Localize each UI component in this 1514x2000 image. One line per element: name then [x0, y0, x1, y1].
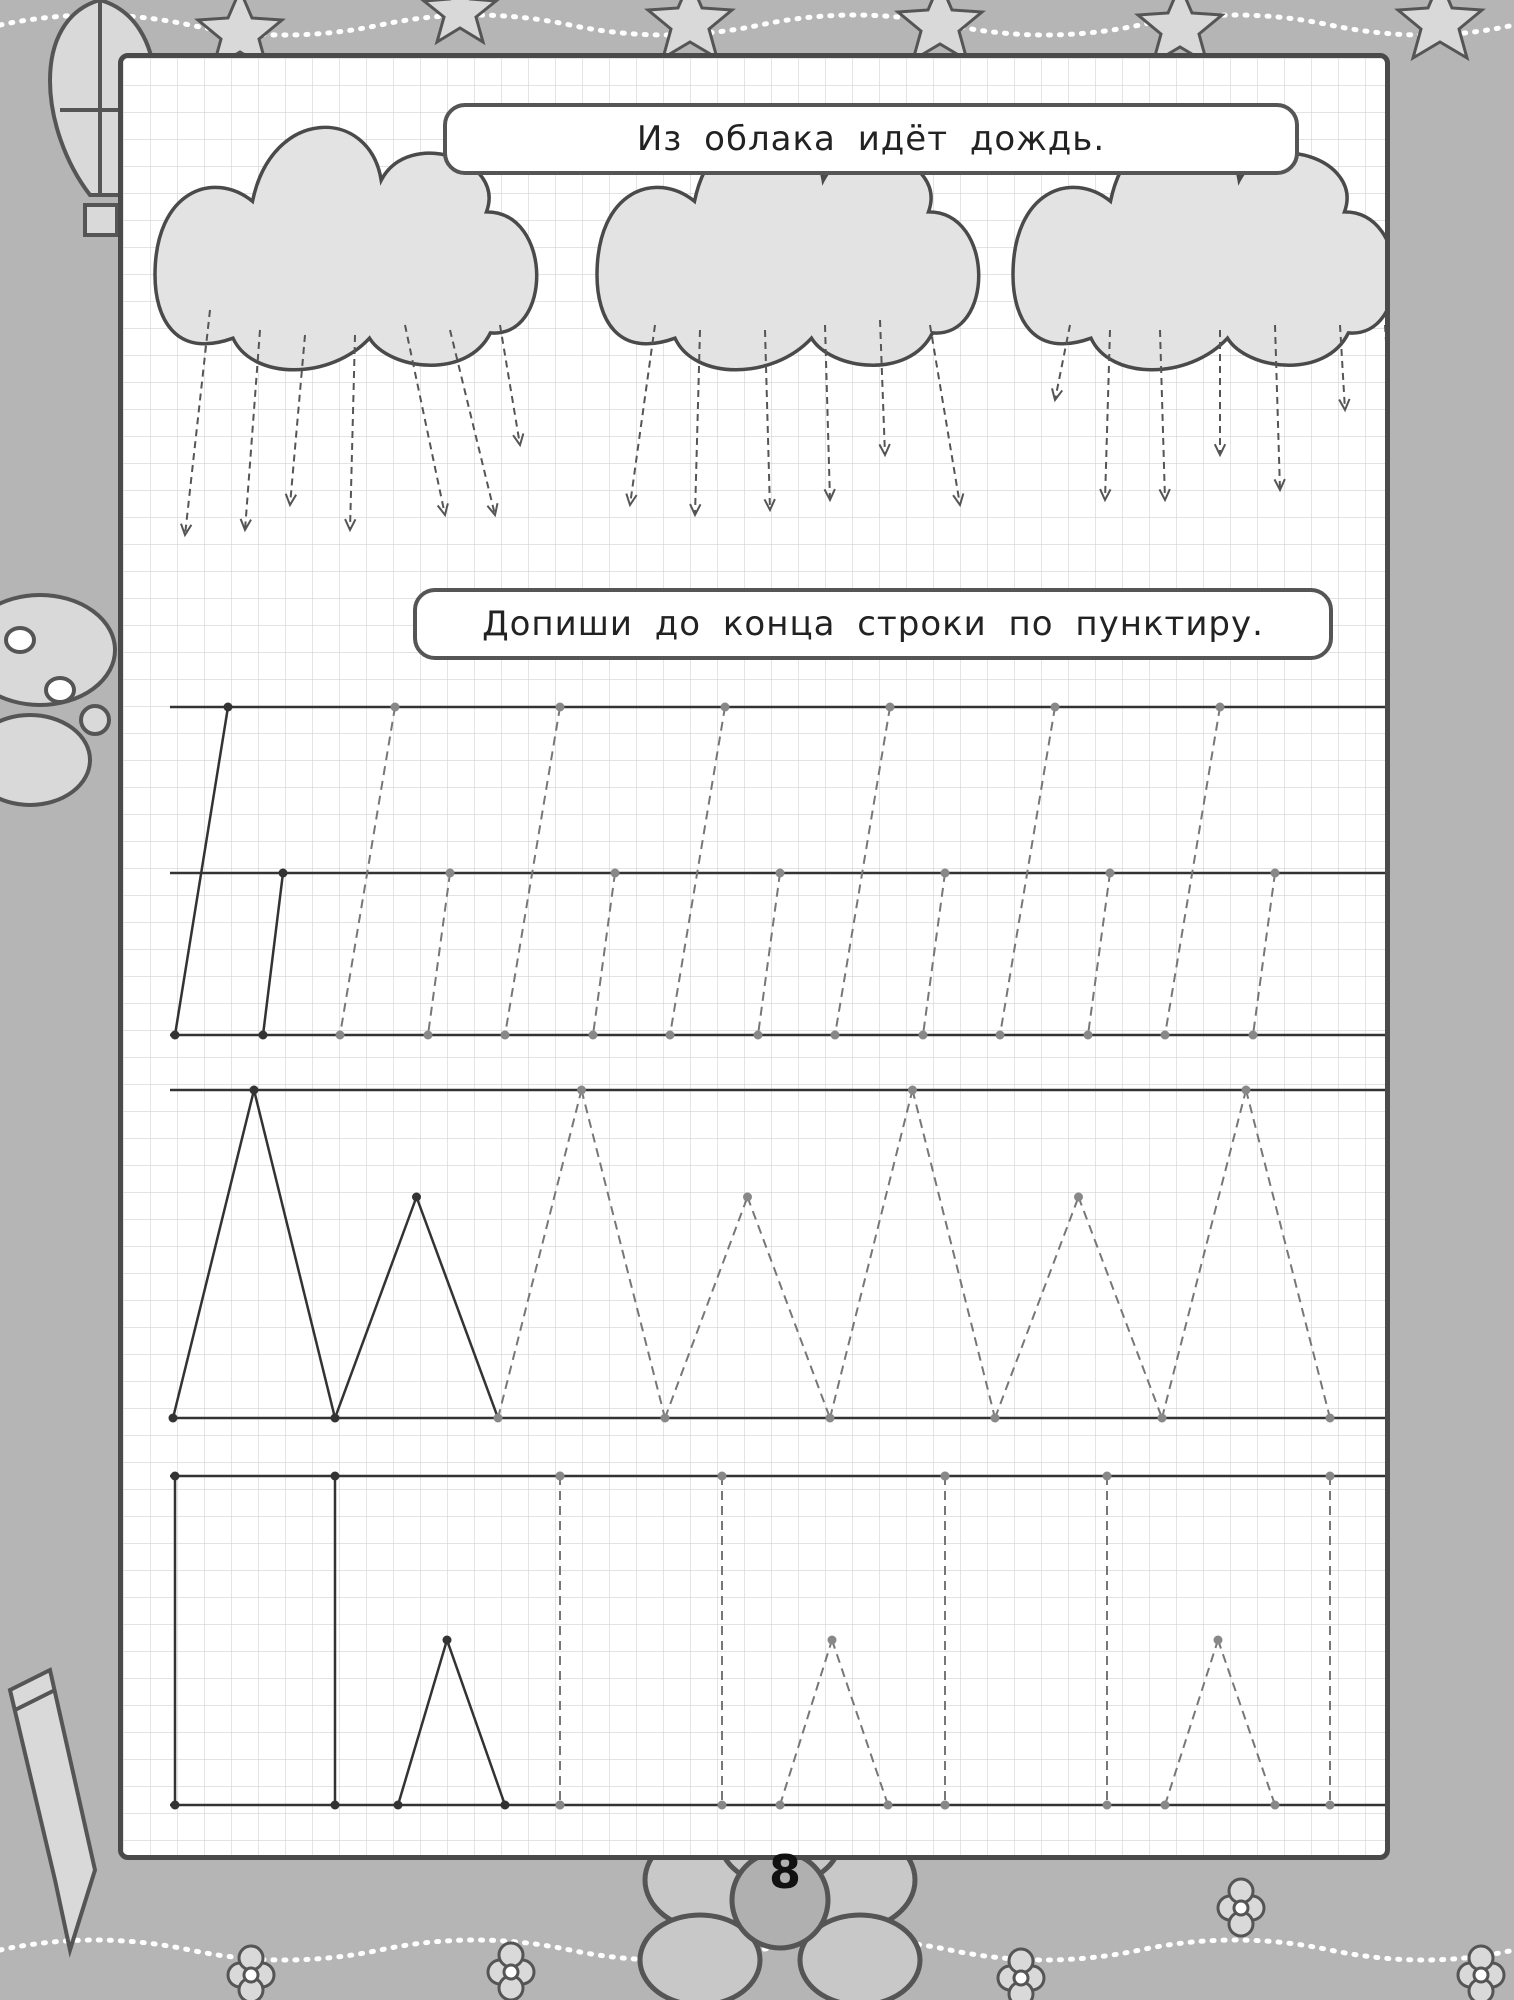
dot: [556, 1801, 565, 1810]
peak-stroke-up: [665, 1197, 748, 1418]
peak-stroke-down: [1079, 1197, 1163, 1418]
dot: [718, 1801, 727, 1810]
raindrop-arrow: [500, 325, 520, 445]
dot: [1161, 1031, 1170, 1040]
dot: [556, 703, 565, 712]
dot: [1326, 1472, 1335, 1481]
peak-stroke-down: [417, 1197, 499, 1418]
tracing-row-slanted-sticks: [171, 703, 1280, 1040]
dot: [718, 1472, 727, 1481]
slanted-stroke-long: [340, 707, 395, 1035]
dot: [169, 1414, 178, 1423]
dot: [446, 869, 455, 878]
dot: [941, 869, 950, 878]
dot: [394, 1801, 403, 1810]
dot: [611, 869, 620, 878]
butterfly-icon: [0, 595, 115, 805]
dot: [577, 1086, 586, 1095]
dot: [1249, 1031, 1258, 1040]
dot: [1271, 1801, 1280, 1810]
raindrop-arrow: [930, 325, 960, 505]
dot: [1103, 1472, 1112, 1481]
dot: [424, 1031, 433, 1040]
dot: [776, 869, 785, 878]
dot: [412, 1193, 421, 1202]
peak-stroke-down: [832, 1640, 888, 1805]
dot: [721, 703, 730, 712]
dot: [336, 1031, 345, 1040]
flower-icon: [1218, 1879, 1264, 1936]
peak-stroke-up: [1165, 1640, 1218, 1805]
dot: [589, 1031, 598, 1040]
arrow-head: [1215, 444, 1225, 455]
pencil-icon: [10, 1670, 95, 1950]
slanted-stroke-short: [1253, 873, 1275, 1035]
dot: [443, 1636, 452, 1645]
slanted-stroke-short: [758, 873, 780, 1035]
peak-stroke-down: [254, 1090, 335, 1418]
dot: [754, 1031, 763, 1040]
dot: [919, 1031, 928, 1040]
raindrop-arrow: [630, 325, 655, 505]
dot: [826, 1414, 835, 1423]
dot: [1051, 703, 1060, 712]
tracing-row-boxes-peaks: [171, 1472, 1335, 1810]
slanted-stroke-long: [1165, 707, 1220, 1035]
dot: [886, 703, 895, 712]
dot: [1271, 869, 1280, 878]
peak-stroke-down: [1218, 1640, 1275, 1805]
dot: [1326, 1414, 1335, 1423]
dot: [1106, 869, 1115, 878]
dot: [908, 1086, 917, 1095]
dot: [331, 1801, 340, 1810]
peak-stroke-down: [748, 1197, 831, 1418]
dot: [1216, 703, 1225, 712]
dot: [171, 1031, 180, 1040]
dot: [501, 1801, 510, 1810]
worksheet: [118, 53, 1390, 1860]
dot: [494, 1414, 503, 1423]
dot: [331, 1472, 340, 1481]
slanted-stroke-short: [593, 873, 615, 1035]
peak-stroke-up: [498, 1090, 582, 1418]
dot: [996, 1031, 1005, 1040]
slanted-stroke-short: [1088, 873, 1110, 1035]
arrow-head: [690, 504, 700, 515]
slanted-stroke-long: [505, 707, 560, 1035]
dot: [1161, 1801, 1170, 1810]
dot: [556, 1472, 565, 1481]
dot: [331, 1414, 340, 1423]
dot: [1326, 1801, 1335, 1810]
dot: [743, 1193, 752, 1202]
peak-stroke-up: [1162, 1090, 1246, 1418]
peak-stroke-down: [582, 1090, 666, 1418]
dot: [250, 1086, 259, 1095]
peak-stroke-up: [335, 1197, 417, 1418]
dot: [941, 1801, 950, 1810]
dot: [279, 869, 288, 878]
dot: [666, 1031, 675, 1040]
slanted-stroke-long: [835, 707, 890, 1035]
peak-stroke-up: [830, 1090, 913, 1418]
dot: [391, 703, 400, 712]
peak-stroke-down: [447, 1640, 505, 1805]
peak-stroke-down: [913, 1090, 996, 1418]
tracing-row-peaks: [169, 1086, 1335, 1423]
peak-stroke-up: [780, 1640, 832, 1805]
dot: [171, 1801, 180, 1810]
peak-stroke-up: [398, 1640, 447, 1805]
instruction-trace: Допиши до конца строки по пунктиру.: [413, 588, 1333, 660]
slanted-stroke-long: [670, 707, 725, 1035]
dot: [1074, 1193, 1083, 1202]
dot: [1103, 1801, 1112, 1810]
slanted-stroke-long: [1000, 707, 1055, 1035]
dot: [884, 1801, 893, 1810]
slanted-stroke-short: [428, 873, 450, 1035]
peak-stroke-up: [173, 1090, 254, 1418]
slanted-stroke-long: [175, 707, 228, 1035]
flower-icon: [228, 1946, 274, 2000]
tracing-exercises: [123, 58, 1385, 1855]
slanted-stroke-short: [923, 873, 945, 1035]
dot: [1158, 1414, 1167, 1423]
dot: [831, 1031, 840, 1040]
dot: [1084, 1031, 1093, 1040]
dot: [776, 1801, 785, 1810]
raindrop-arrow: [450, 330, 495, 515]
dot: [661, 1414, 670, 1423]
dot: [941, 1472, 950, 1481]
dot: [501, 1031, 510, 1040]
instruction-rain: Из облака идёт дождь.: [443, 103, 1299, 175]
peak-stroke-up: [995, 1197, 1079, 1418]
dot: [224, 703, 233, 712]
peak-stroke-down: [1246, 1090, 1330, 1418]
page-number: 8: [768, 1845, 801, 1899]
dot: [1242, 1086, 1251, 1095]
slanted-stroke-short: [263, 873, 283, 1035]
dot: [828, 1636, 837, 1645]
raindrop-arrow: [350, 335, 355, 530]
dot: [1214, 1636, 1223, 1645]
dot: [171, 1472, 180, 1481]
dot: [991, 1414, 1000, 1423]
dot: [259, 1031, 268, 1040]
flower-icon: [488, 1943, 534, 2000]
